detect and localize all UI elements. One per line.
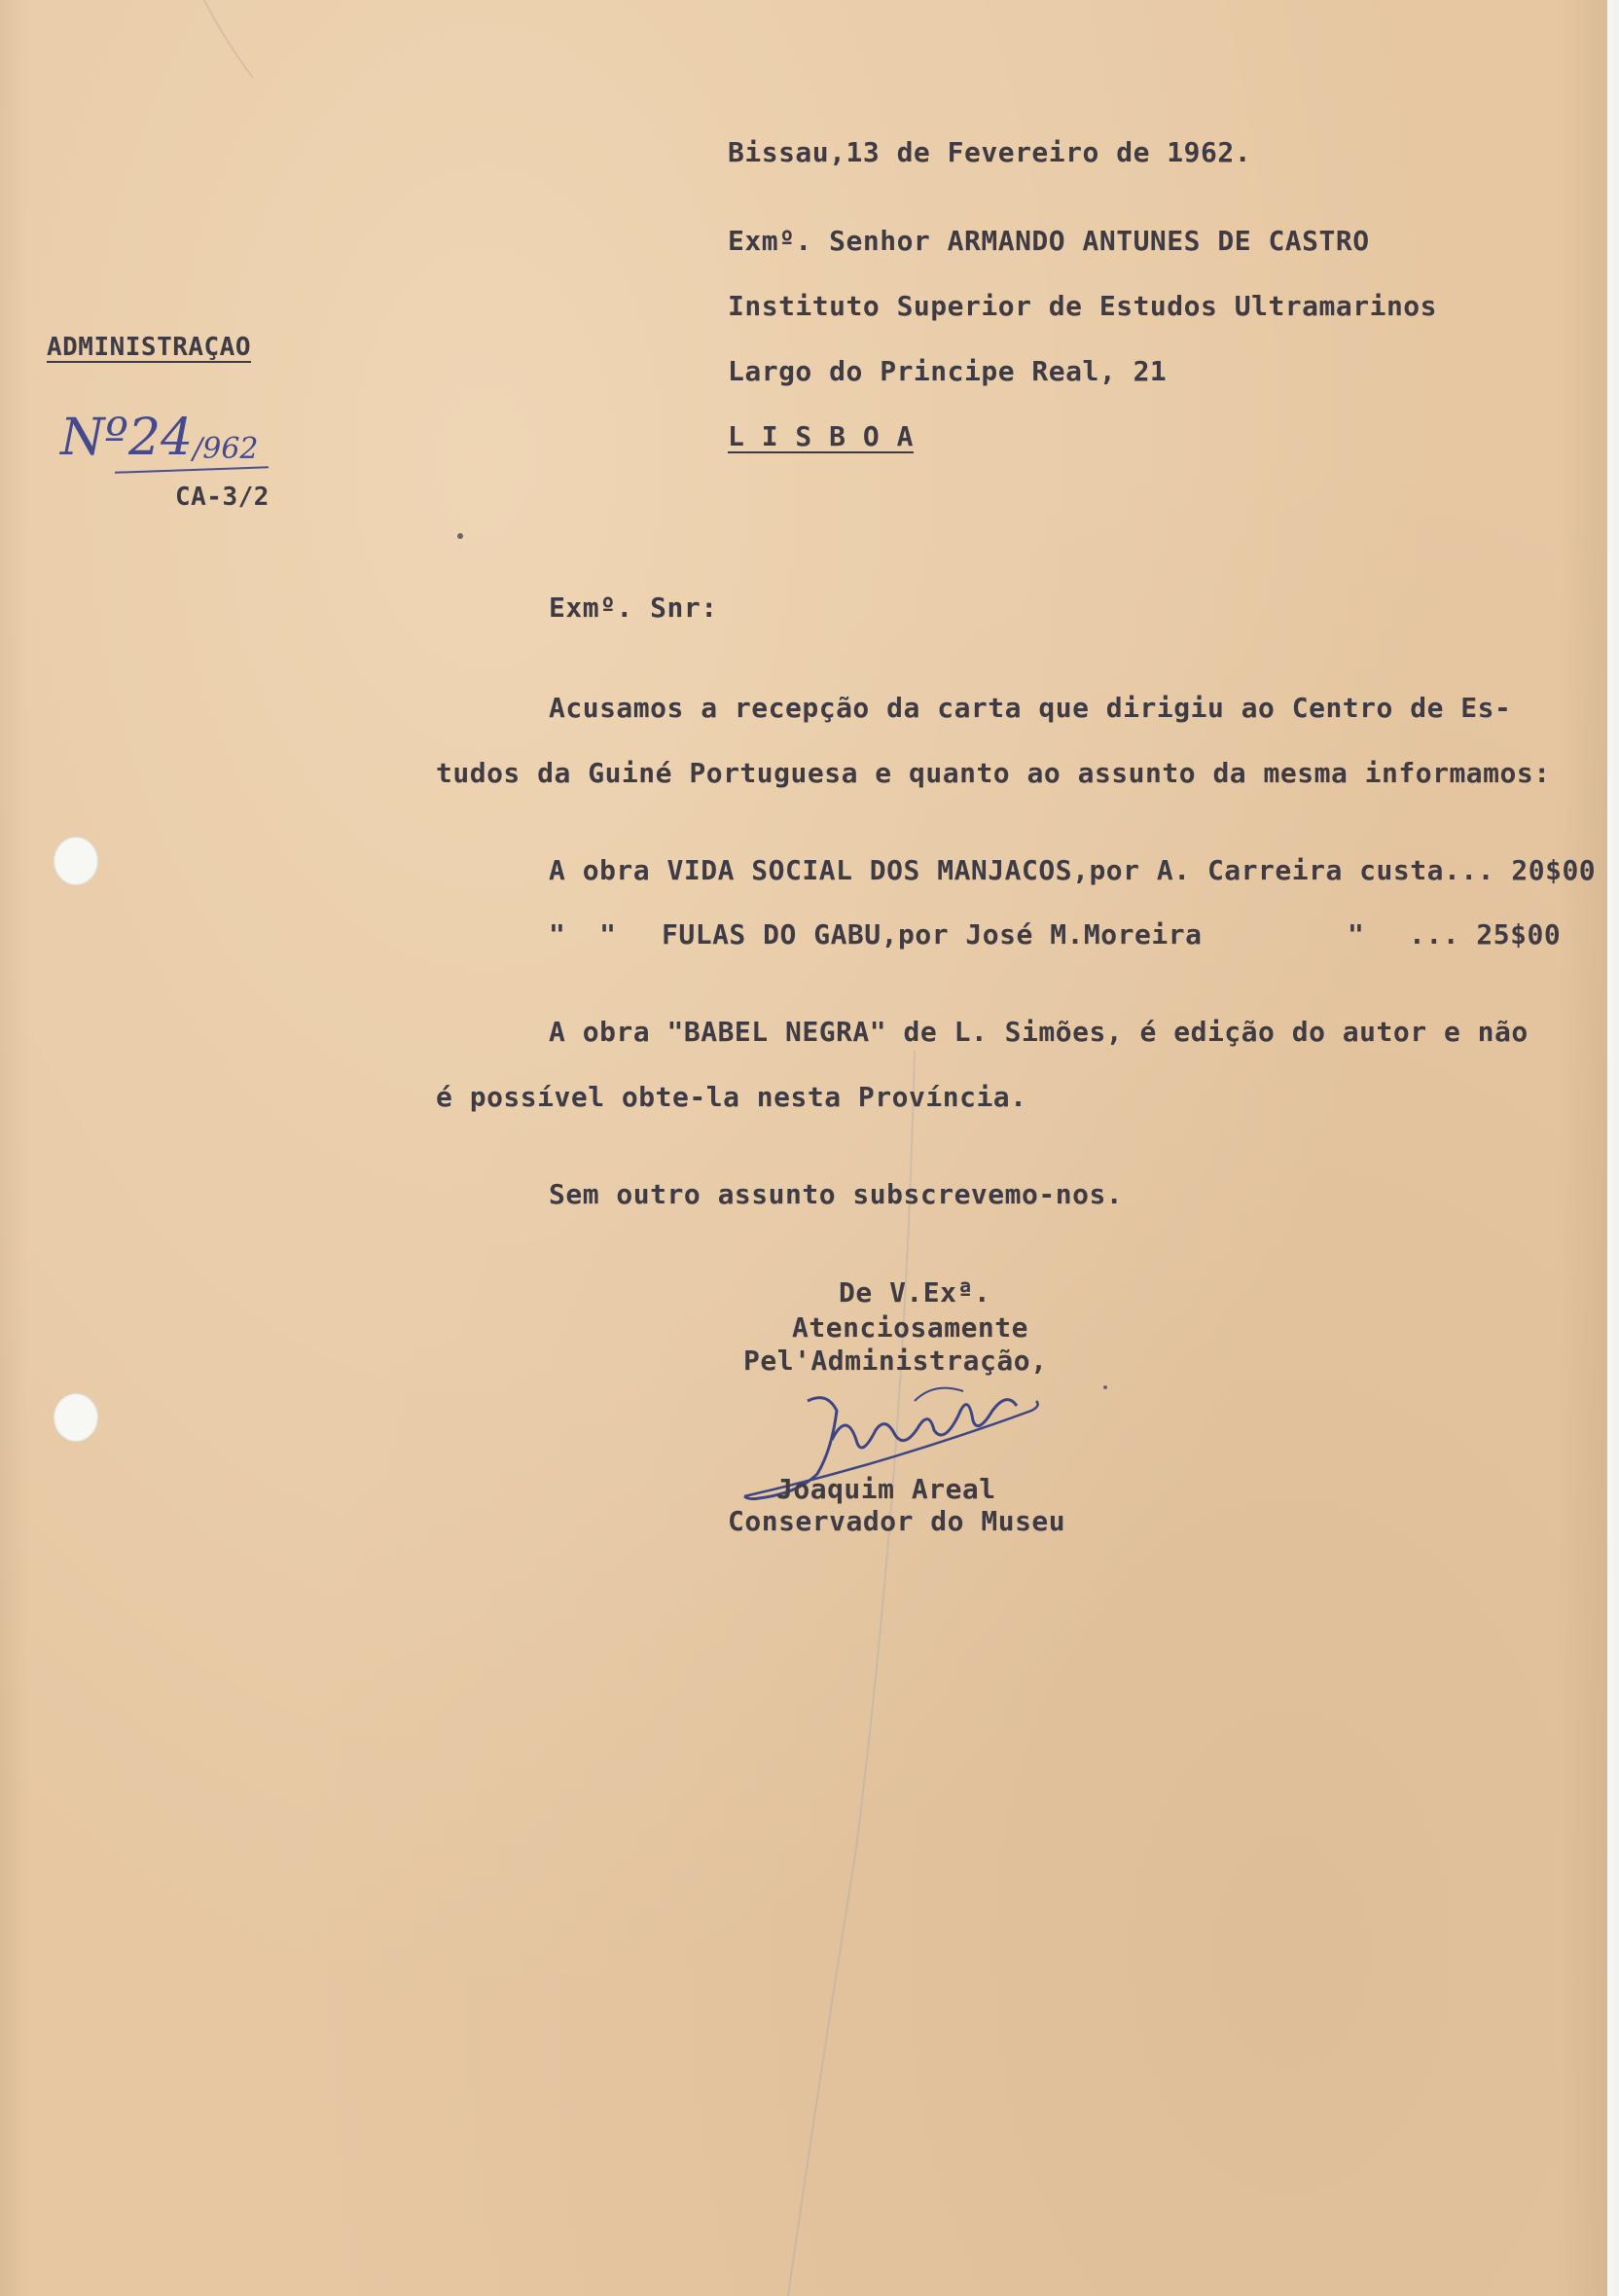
punch-hole-top [54,837,98,885]
file-code: CA-3/2 [175,483,270,512]
book-line-2-title: FULAS DO GABU,por José M.Moreira [662,918,1203,951]
place-and-date: Bissau,13 de Fevereiro de 1962. [728,136,1252,168]
addressee-city: L I S B O A [728,420,914,452]
handwritten-year: /962 [193,432,259,466]
book-line-2-ditto: " " [549,918,617,951]
paragraph-1-line-1: Acusamos a recepção da carta que dirigiu ao Centro de Es- [549,692,1512,724]
handwritten-ref: Nº24 [60,409,194,467]
paragraph-2-line-1: A obra "BABEL NEGRA" de L. Simões, é edição do autor e não [549,1016,1529,1048]
ink-speck [457,533,463,539]
paragraph-3: Sem outro assunto subscrevemo-nos. [549,1178,1124,1210]
book-line-2-ditto-price: " [1348,918,1365,951]
punch-hole-bottom [54,1393,98,1442]
closing-line-1: De V.Exª. [839,1276,991,1309]
ink-speck-2 [1103,1385,1107,1389]
closing-line-2: Atenciosamente [792,1311,1029,1344]
handwritten-reference-number [60,409,259,467]
addressee-institution: Instituto Superior de Estudos Ultramarinos [728,290,1438,322]
book-line-2-price: ... 25$00 [1409,918,1562,951]
addressee-street: Largo do Principe Real, 21 [728,355,1168,387]
paragraph-2-line-2: é possível obte-la nesta Província. [436,1081,1027,1113]
signer-name: Joaquim Areal [776,1473,996,1505]
paragraph-1-line-2: tudos da Guiné Portuguesa e quanto ao assunto da mesma informamos: [436,757,1551,789]
book-line-1: A obra VIDA SOCIAL DOS MANJACOS,por A. Carreira custa... 20$00 [549,854,1597,886]
signer-title: Conservador do Museu [728,1505,1066,1537]
closing-line-3: Pel'Administração, [743,1345,1048,1377]
addressee-name: Exmº. Senhor ARMANDO ANTUNES DE CASTRO [728,225,1370,257]
department-label: ADMINISTRAÇAO [47,333,251,362]
salutation: Exmº. Snr: [549,592,718,624]
paper-fold-marks [0,0,1,1]
